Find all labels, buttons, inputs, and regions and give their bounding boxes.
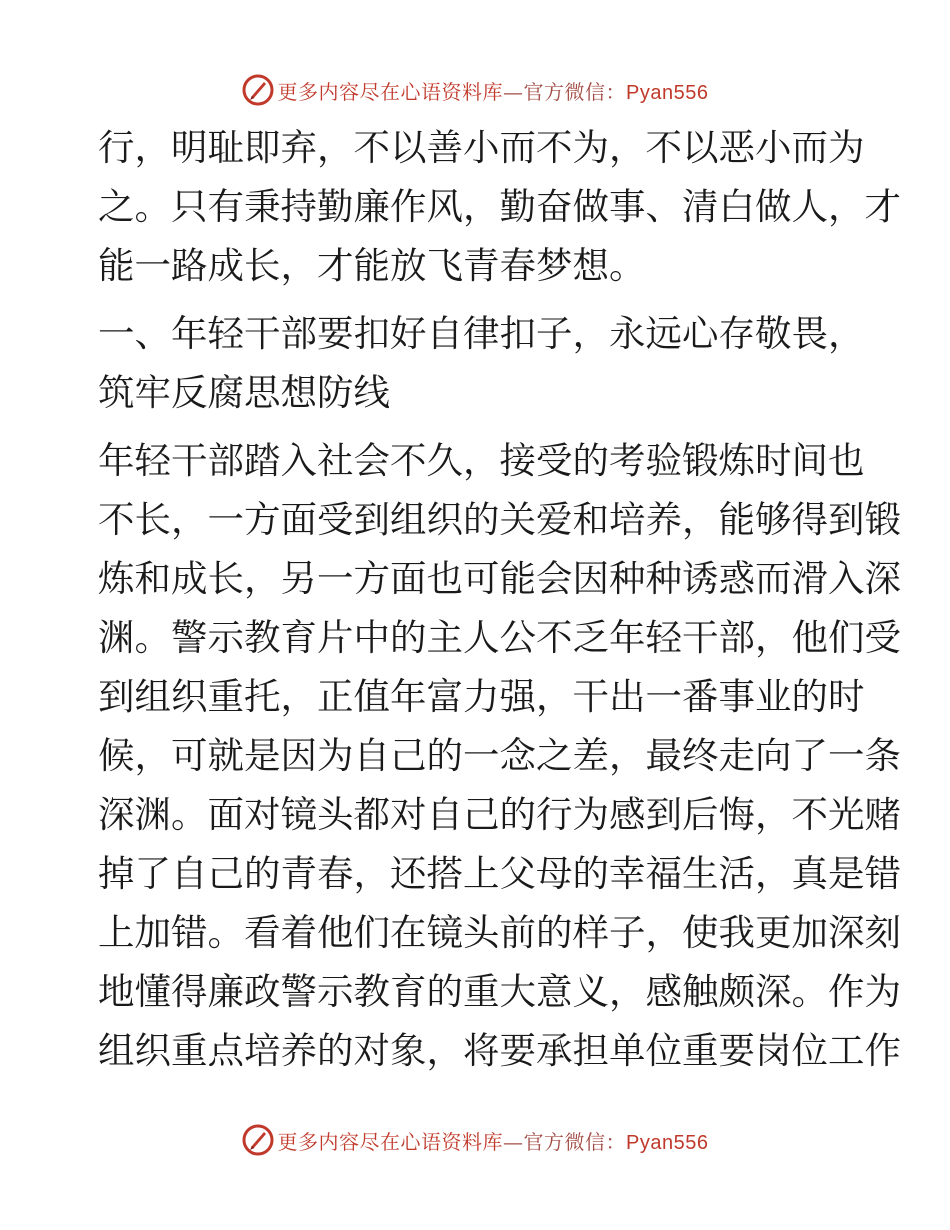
text-line: 到组织重托，正值年富力强，干出一番事业的时 [98,675,865,718]
text-line: 行，明耻即弃，不以善小而不为，不以恶小而为 [98,126,865,169]
text-line: 炼和成长，另一方面也可能会因种种诱惑而滑入深 [98,557,901,600]
text-line: 候，可就是因为自己的一念之差，最终走向了一条 [98,734,901,777]
banner-official: —官方微信： [503,79,627,104]
text-line: 不长，一方面受到组织的关爱和培养，能够得到锻 [98,498,901,541]
paragraph-2 [98,431,901,1080]
text-line: 上加错。看着他们在镜头前的样子，使我更加深刻 [98,911,901,954]
document-body [98,118,901,1080]
text-line: 能一路成长，才能放飞青春梦想。 [98,244,646,287]
banner-text [278,76,709,105]
text-line: 渊。警示教育片中的主人公不乏年轻干部，他们受 [98,616,901,659]
text-line: 组织重点培养的对象，将要承担单位重要岗位工作 [98,1029,901,1072]
quill-logo-icon [242,74,274,106]
banner-official: —官方微信： [503,1129,627,1154]
heading-line: 筑牢反腐思想防线 [98,371,390,414]
text-line: 地懂得廉政警示教育的重大意义，感触颇深。作为 [98,970,901,1013]
footer-banner [0,1120,950,1160]
section-heading [98,304,865,422]
text-line: 之。只有秉持勤廉作风，勤奋做事、清白做人，才 [98,185,901,228]
banner-account: Pyan556 [626,1131,709,1154]
banner-text [278,1126,709,1155]
text-line: 掉了自己的青春，还搭上父母的幸福生活，真是错 [98,852,901,895]
header-banner [0,70,950,110]
text-line: 深渊。面对镜头都对自己的行为感到后悔，不光赌 [98,793,901,836]
quill-logo-icon [242,1124,274,1156]
banner-site: 更多内容尽在心语资料库 [277,1129,504,1154]
heading-line: 一、年轻干部要扣好自律扣子，永远心存敬畏， [98,312,865,355]
banner-account: Pyan556 [626,81,709,104]
banner-site: 更多内容尽在心语资料库 [277,79,504,104]
text-line: 年轻干部踏入社会不久，接受的考验锻炼时间也 [98,439,865,482]
paragraph-1 [98,118,901,295]
